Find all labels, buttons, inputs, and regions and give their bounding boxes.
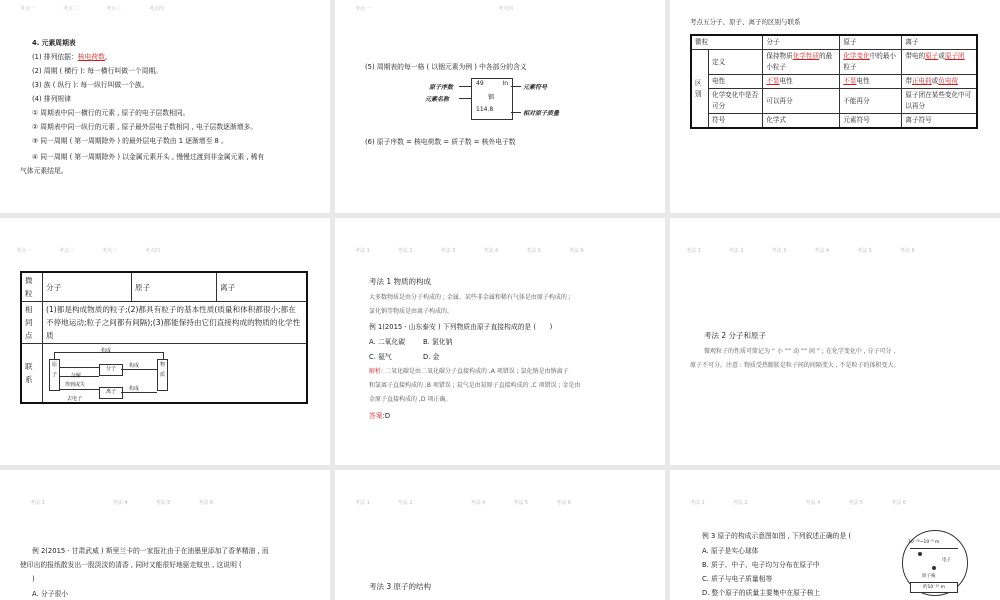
option-a: A. 分子很小 <box>32 590 69 598</box>
text-line: 气体元素结尾。 <box>20 167 68 175</box>
text-line: (6) 原子序数 = 核电荷数 = 质子数 = 核外电子数 <box>365 138 516 146</box>
slide-particles-relation[interactable] <box>0 218 330 465</box>
nucleus-dot <box>932 566 936 570</box>
text-line: 微观粒子的性质可简记为 “ 小 ”“ 动 ”“ 间 ” ; 在化学变化中 , 分子可分 , <box>704 348 896 355</box>
section-title: 考法 1 物质的构成 <box>369 277 432 286</box>
element-cell: 49 In 铟 114.8 <box>471 78 513 120</box>
option-b: B. 质子、中子、电子均匀分布在原子中 <box>702 561 820 569</box>
slide-particles-difference[interactable] <box>670 0 1000 213</box>
slide-example-2[interactable] <box>0 470 330 600</box>
relation-diagram: 原 子 分子 离子 物 质 构成 分解 得到或失 去电子 构成 构成 <box>45 345 195 403</box>
atom-box: 原 子 <box>49 359 60 391</box>
nucleus-label: 原子核 <box>922 574 936 579</box>
substance-box: 物 质 <box>157 359 168 391</box>
text-line: (5) 周期表的每一格 ( 以铟元素为例 ) 中各部分的含义 <box>365 63 527 71</box>
option-b: B. 氯化钠 <box>423 338 453 346</box>
question-line: ) <box>32 575 35 583</box>
slide-nav: 考法 1 考法 4 考法 5 考法 6 <box>30 500 214 506</box>
question: 例 3 原子的构成示意图如图 , 下列叙述正确的是 ( <box>702 532 852 540</box>
analysis-line: 和氯离子直接构成的 ,B 项错误 ; 氦气是由氦原子直接构成的 ,C 项错误 ; 金是由 <box>369 382 581 389</box>
section-title: 考法 3 原子的结构 <box>369 582 432 591</box>
slide-nav: 考法 1 考法 2 考法 3 考法 4 考法 5 考法 6 <box>686 248 915 254</box>
slide-periodic-table-notes[interactable] <box>0 0 330 213</box>
question-line: 例 2(2015 · 甘肃武威 ) 斯里兰卡的一家报社由于在油墨里添加了香茅精油 , 而 <box>32 547 269 555</box>
question: 例 1(2015 · 山东泰安 ) 下列物质由原子直接构成的是 ( ) <box>369 323 553 331</box>
option-d: D. 金 <box>423 353 440 361</box>
atom-size-label: 10⁻¹⁰~10⁻⁹ m <box>908 540 940 545</box>
nucleus-size-label: 约10⁻¹⁵ m <box>910 582 958 593</box>
option-a: A. 二氧化碳 <box>369 338 406 346</box>
difference-table: 微粒 分子 原子 离子 区 别 定义 保持物质化学性质的最小粒子 化学变化中的最小粒子 带电的原子或原子团 电性 不显电性 不显电性 带正电荷或负电荷 化学变化中是否可分 可以再分 不能再分 原子团在某些变化中可以再分 符号 化学式 元素符号 离子符号 <box>690 34 978 129</box>
section-title: 考点五分子、原子、离子的区别与联系 <box>690 18 801 26</box>
slide-element-cell[interactable] <box>335 0 665 213</box>
slide-method-3[interactable] <box>335 470 665 600</box>
text-line: ④ 同一周期 ( 第一周期除外 ) 以金属元素开头 , 慢慢过渡到非金属元素 , 稀有 <box>32 153 265 161</box>
slide-nav: 考点一 考点二 考点三 考点四 <box>16 248 161 254</box>
text-line: ③ 同一周期 ( 第一周期除外 ) 的最外层电子数由 1 逐渐增至 8 。 <box>32 137 228 145</box>
text-line: (1) 排列依据：核电荷数。 <box>32 53 112 61</box>
indium-cell-diagram <box>425 78 585 122</box>
relation-table: 微 粒 分子 原子 离子 相 同 点 (1)都是构成物质的粒子;(2)都具有粒子的基本性质(质量和体积都很小;都在不停地运动;粒子之间都有间隔);(3)都能保持由它们直接构成的物质的化学性质 联 系 原 子 分子 离子 物 质 构成 分解 得到或失 去电子 构成 构成 <box>20 271 308 404</box>
atom-structure-figure <box>902 528 968 600</box>
atomic-number-label: 原子序数 <box>429 84 454 91</box>
slide-nav: 考法 1 考法 2 考法 3 考法 4 考法 5 考法 6 <box>355 248 584 254</box>
answer: 答案:D <box>369 412 391 420</box>
slide-method-2[interactable] <box>670 218 1000 465</box>
text-line: (4) 排列规律 <box>32 95 71 103</box>
text-line: ① 周期表中同一横行的元素 , 原子的电子层数相同。 <box>32 109 190 117</box>
slide-nav: 考点一 考点四 <box>355 6 514 12</box>
ion-box: 离子 <box>99 387 123 399</box>
molecule-box: 分子 <box>99 364 123 376</box>
text-line: 氯化钠等物质是由离子构成的。 <box>369 308 454 315</box>
text-line: (3) 族 ( 纵行 ): 每一纵行叫做一个族。 <box>32 81 149 89</box>
slide-method-1[interactable] <box>335 218 665 465</box>
question-line: 使印出的报纸散发出一股淡淡的清香 , 同时又能很好地驱走蚊虫 , 这说明 ( <box>20 561 242 569</box>
slide-example-3[interactable] <box>670 470 1000 600</box>
electron-dot <box>918 552 922 556</box>
section-title: 4. 元素周期表 <box>32 39 76 47</box>
text-line: ② 周期表中同一纵行的元素 , 原子最外层电子数相同 , 电子层数逐渐增多。 <box>32 123 258 131</box>
electron-label: 电子 <box>942 558 951 563</box>
option-c: C. 质子与电子质量相等 <box>702 575 773 583</box>
option-a: A. 原子是实心球体 <box>702 547 759 555</box>
text-line: (2) 周期 ( 横行 ): 每一横行叫做一个周期。 <box>32 67 162 75</box>
element-name-label: 元素名称 <box>425 96 450 103</box>
analysis-line: 解析: 二氧化碳是由二氧化碳分子直接构成的 ,A 项错误 ; 氯化钠是由钠离子 <box>369 368 569 375</box>
text-line: 大多数物质是由分子构成的 ; 金属、某些非金属和稀有气体是由原子构成的 ; <box>369 294 571 301</box>
slide-nav: 考点一 考点二 考点三 考点四 <box>20 6 165 12</box>
symbol-label: 元素符号 <box>523 84 548 91</box>
option-d: D. 整个原子的质量主要集中在原子核上 <box>702 589 821 597</box>
slide-nav: 考法 1 考法 2 考法 4 考法 5 考法 6 <box>690 500 906 506</box>
option-c: C. 氦气 <box>369 353 392 361</box>
section-title: 考法 2 分子和原子 <box>704 331 767 340</box>
analysis-line: 金原子直接构成的 ,D 项正确。 <box>369 396 452 403</box>
mass-label: 相对原子质量 <box>523 110 560 117</box>
text-line: 原子不可分。注意 : 物质受热膨胀是粒子间的间隔变大 , 不是粒子的体积变大。 <box>690 362 900 369</box>
slide-nav: 考法 1 考法 2 考法 4 考法 5 考法 6 <box>355 500 571 506</box>
